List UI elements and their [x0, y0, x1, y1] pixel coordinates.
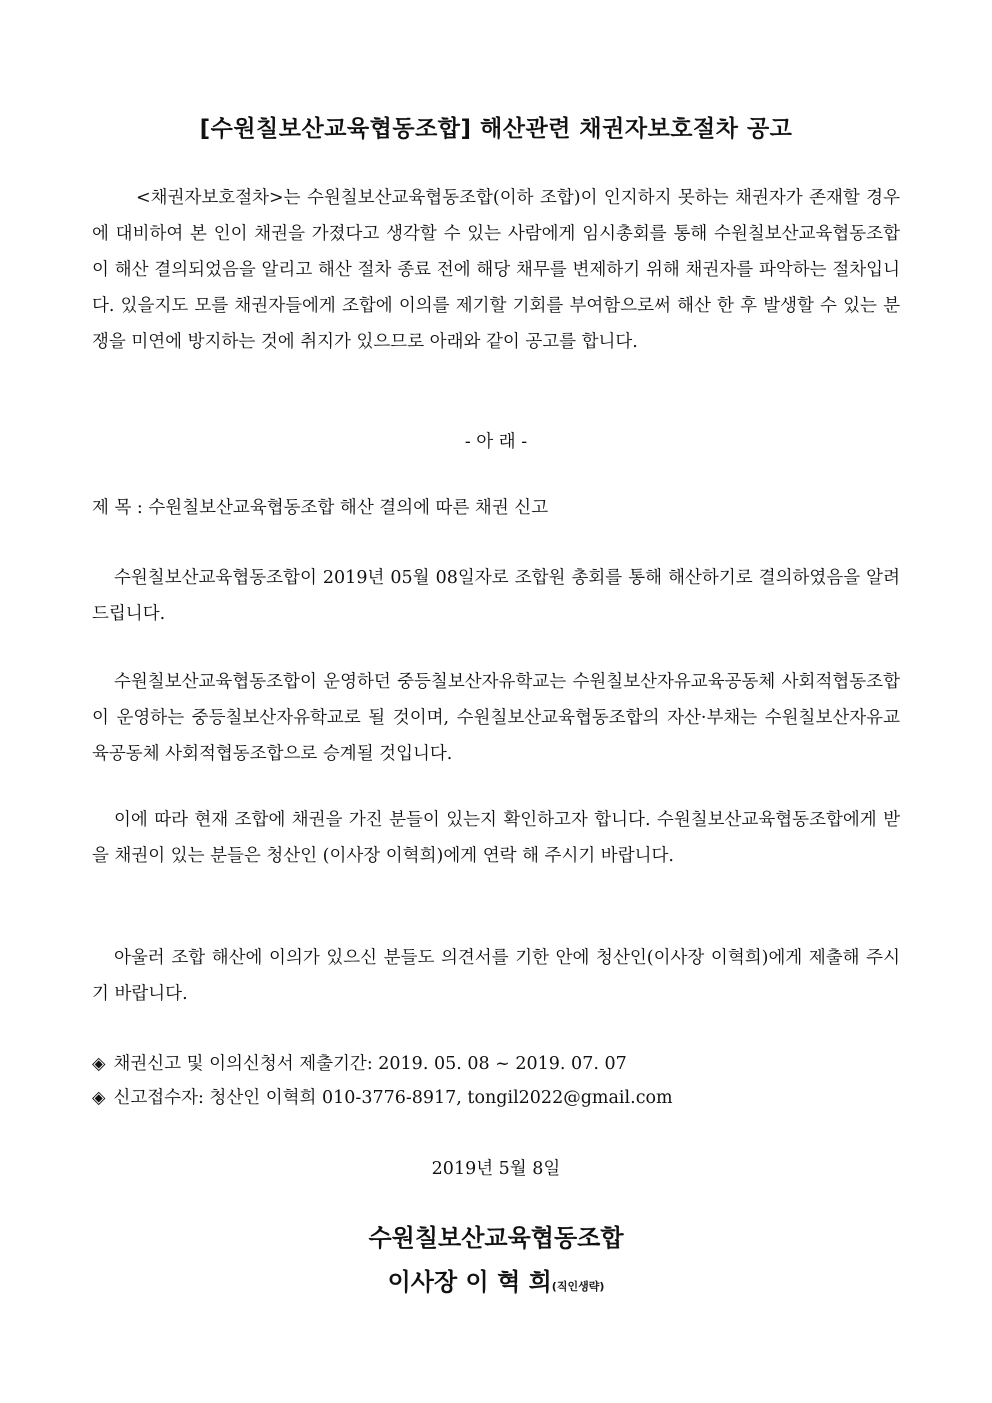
subject-line: 제 목 : 수원칠보산교육협동조합 해산 결의에 따른 채권 신고 [92, 498, 549, 518]
paragraph-creditor-contact: 이에 따라 현재 조합에 채권을 가진 분들이 있는지 확인하고자 합니다. 수원칠보산교육협동조합에게 받을 채권이 있는 분들은 청산인 (이사장 이혁희)에게 연락 해 주시기 바랍니다. [92, 810, 900, 866]
signer-line [0, 1262, 992, 1297]
document-date: 2019년 5월 8일 [431, 1159, 561, 1179]
diamond-bullet-icon: ◈ [92, 1088, 106, 1108]
notice-contact-text: 신고접수자: 청산인 이혁희 010-3776-8917, tongil2022@gmail.com [113, 1088, 673, 1108]
paragraph-succession: 수원칠보산교육협동조합이 운영하던 중등칠보산자유학교는 수원칠보산자유교육공동체 사회적협동조합이 운영하는 중등칠보산자유학교로 될 것이며, 수원칠보산교육협동조합의 자산·부채는 수원칠보산자유교육공동체 사회적협동조합으로 승계될 것입니다. [92, 672, 900, 764]
signer-name: 이사장 이 혁 희 [387, 1268, 552, 1296]
notice-item [92, 1050, 627, 1075]
diamond-bullet-icon: ◈ [92, 1054, 106, 1074]
notice-period-text: 채권신고 및 이의신청서 제출기간: 2019. 05. 08 ~ 2019. 07. 07 [113, 1054, 627, 1074]
seal-omitted-note: (직인생략) [551, 1280, 605, 1293]
paragraph-objection: 아울러 조합 해산에 이의가 있으신 분들도 의견서를 기한 안에 청산인(이사장 이혁희)에게 제출해 주시기 바랍니다. [92, 948, 900, 1004]
intro-paragraph: <채권자보호절차>는 수원칠보산교육협동조합(이하 조합)이 인지하지 못하는 채권자가 존재할 경우에 대비하여 본 인이 채권을 가졌다고 생각할 수 있는 사람에게 임시총회를 통해 수원칠보산교육협동조합이 해산 결의되었음을 알리고 해산 절차 종료 전에 해당 채무를 변제하기 위해 채권자를 파악하는 절차입니다. 있을지도 모를 채권자들에게 조합에 이의를 제기할 기회를 부여함으로써 해산 한 후 발생할 수 있는 분쟁을 미연에 방지하는 것에 취지가 있으므로 아래와 같이 공고를 합니다. [92, 188, 900, 352]
section-marker: - 아 래 - [464, 432, 528, 452]
paragraph-resolution: 수원칠보산교육협동조합이 2019년 05월 08일자로 조합원 총회를 통해 해산하기로 결의하였음을 알려드립니다. [92, 568, 900, 624]
document-title: [수원칠보산교육협동조합] 해산관련 채권자보호절차 공고 [199, 116, 793, 142]
organization-name: 수원칠보산교육협동조합 [368, 1224, 624, 1252]
notice-item [92, 1084, 673, 1109]
